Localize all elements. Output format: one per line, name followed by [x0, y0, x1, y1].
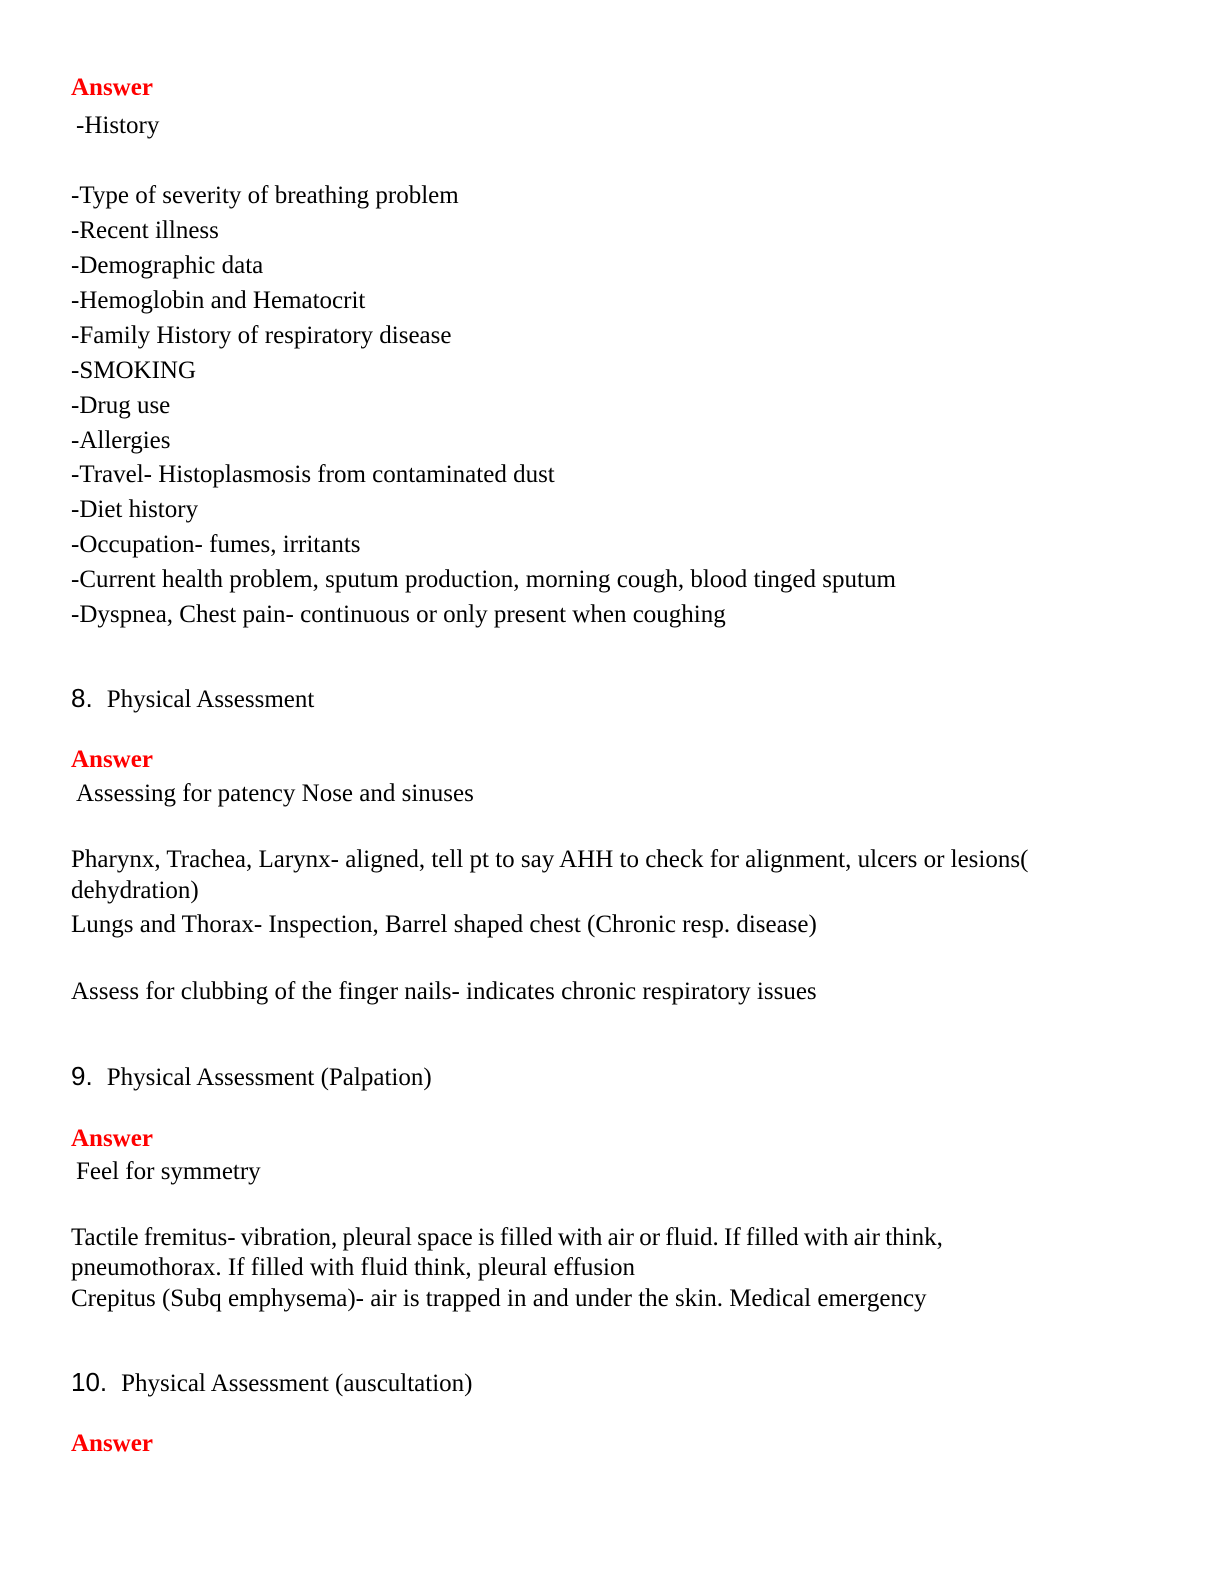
history-item: -Type of severity of breathing problem [71, 182, 459, 209]
question-title: Physical Assessment (Palpation) [106, 1064, 432, 1091]
answer-first-line: Assessing for patency Nose and sinuses [76, 780, 474, 807]
history-item: -Travel- Histoplasmosis from contaminated dust [71, 461, 555, 488]
question-9 [71, 1061, 432, 1093]
history-heading: -History [76, 112, 160, 139]
history-item: -Hemoglobin and Hematocrit [71, 287, 366, 314]
answer-text: Pharynx, Trachea, Larynx- aligned, tell pt to say AHH to check for alignment, ulcers or lesions( [71, 846, 1029, 873]
answer-text: Lungs and Thorax- Inspection, Barrel shaped chest (Chronic resp. disease) [71, 911, 817, 938]
answer-label: Answer [71, 74, 153, 101]
history-item: -Occupation- fumes, irritants [71, 531, 361, 558]
question-title: Physical Assessment [106, 686, 315, 713]
answer-first-line: Feel for symmetry [76, 1158, 261, 1185]
question-10 [71, 1367, 473, 1399]
answer-label: Answer [71, 1430, 153, 1457]
history-item: -Drug use [71, 392, 171, 419]
answer-label: Answer [71, 1125, 153, 1152]
answer-text: Tactile fremitus- vibration, pleural space is filled with air or fluid. If filled with air think, [71, 1224, 943, 1251]
question-8 [71, 683, 314, 715]
answer-text: dehydration) [71, 877, 199, 904]
history-item: -Dyspnea, Chest pain- continuous or only present when coughing [71, 601, 726, 628]
history-item: -Family History of respiratory disease [71, 322, 452, 349]
question-title: Physical Assessment (auscultation) [121, 1370, 473, 1397]
history-item: -Demographic data [71, 252, 264, 279]
history-item: -Allergies [71, 427, 171, 454]
history-item: -Recent illness [71, 217, 219, 244]
answer-text: Assess for clubbing of the finger nails- indicates chronic respiratory issues [71, 978, 817, 1005]
answer-label: Answer [71, 746, 153, 773]
answer-text: Crepitus (Subq emphysema)- air is trapped in and under the skin. Medical emergency [71, 1285, 927, 1312]
answer-text: pneumothorax. If filled with fluid think, pleural effusion [71, 1254, 636, 1281]
history-item: -SMOKING [71, 357, 196, 384]
question-number: 9. [71, 1061, 93, 1091]
question-number: 10. [71, 1367, 108, 1397]
question-number: 8. [71, 683, 93, 713]
history-item: -Diet history [71, 496, 199, 523]
history-item: -Current health problem, sputum production, morning cough, blood tinged sputum [71, 566, 896, 593]
